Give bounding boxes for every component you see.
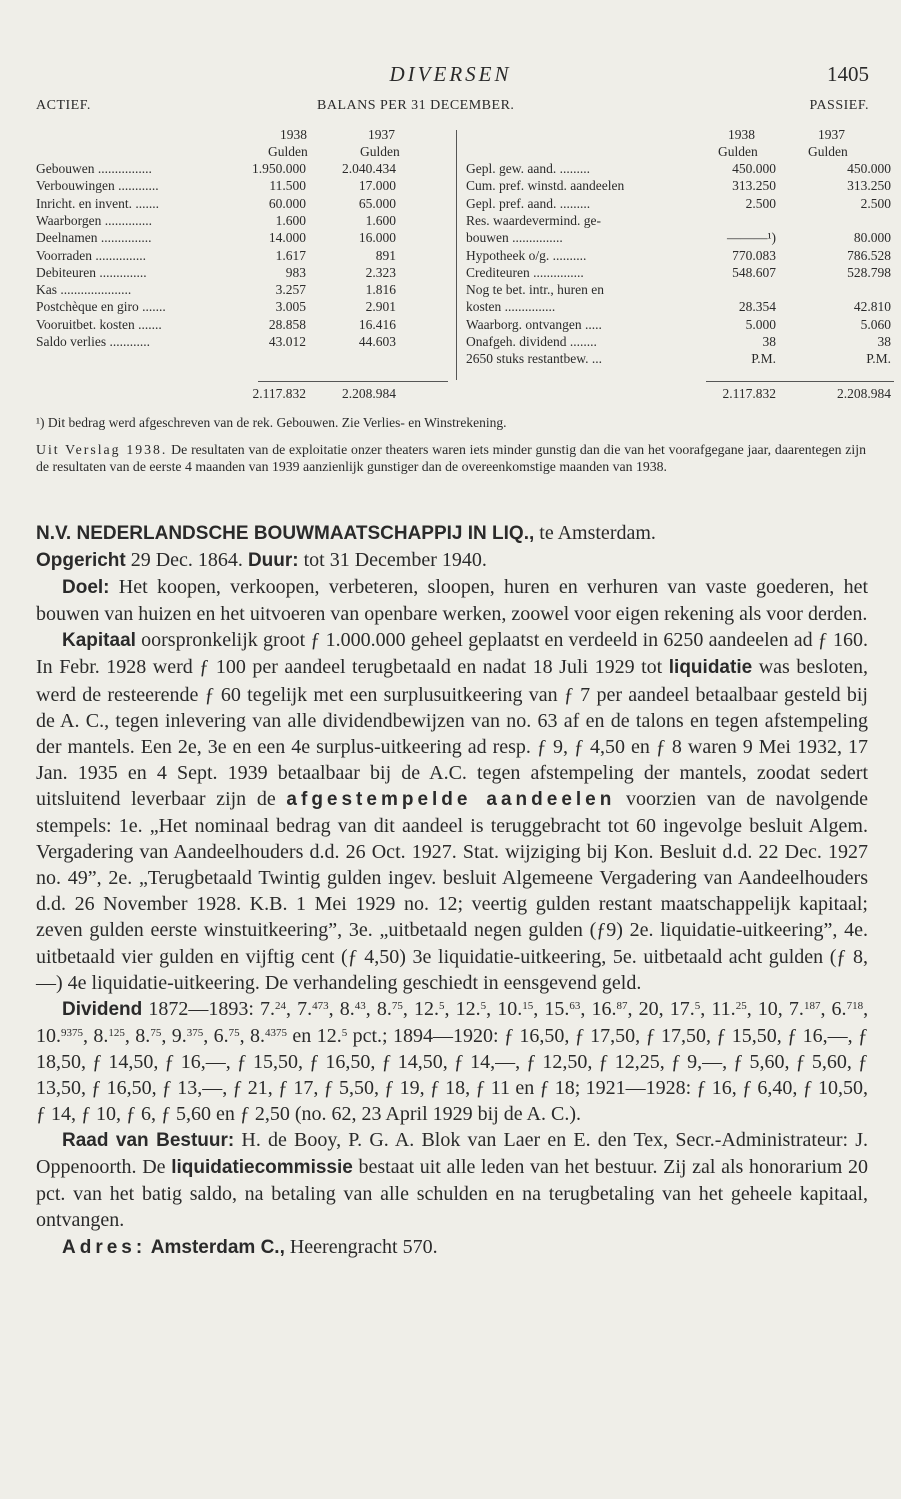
company-location: te Amsterdam. (534, 522, 656, 544)
doel-text: Het koopen, verkoopen, verbeteren, sloopen, huren en verhuren van vaste goederen, het bouwen van huizen en het uitvoeren van openbare werken, zoowel voor eigen rekening als voor derden. (36, 576, 868, 626)
total-assets-1937: 2.208.984 (342, 386, 396, 401)
asset-row-value-1938: 43.012 (268, 334, 306, 349)
asset-row-label: Postchèque en giro ....... (36, 299, 166, 315)
liability-row-value-1937: 80.000 (853, 230, 891, 246)
footnote: ¹) Dit bedrag werd afgeschreven van de rek. Gebouwen. Zie Verlies- en Winstrekening. (36, 415, 507, 430)
liability-row-label: Waarborg. ontvangen ..... (466, 316, 602, 332)
liability-row-value-1937: 2.500 (860, 195, 891, 211)
liability-row-label: Hypotheek o/g. .......... (466, 247, 587, 263)
year-1938-left: 1938 (280, 127, 307, 142)
liquidatiecommissie-label: liquidatiecommissie (171, 1157, 353, 1179)
liability-row-value-1938: 38 (762, 334, 776, 349)
gulden-1937-right: Gulden (808, 144, 848, 159)
founding-line (36, 547, 868, 574)
actief-label: ACTIEF. (36, 98, 91, 113)
opgericht-value: 29 Dec. 1864. (125, 549, 248, 572)
afgestempelde-label: afgestempelde aandeelen (286, 788, 616, 810)
total-rule-left (258, 381, 448, 382)
liability-row-label: 2650 stuks restantbew. ... (466, 351, 602, 367)
asset-row-value-1938: 1.950.000 (252, 161, 306, 176)
liability-row-value-1938: 313.250 (732, 178, 776, 194)
asset-row-value-1938: 11.500 (269, 178, 306, 194)
asset-row-value-1937: 17.000 (358, 178, 396, 194)
year-1937-left: 1937 (368, 127, 395, 142)
year-1938-right: 1938 (728, 127, 755, 142)
duur-label: Duur: (247, 550, 299, 572)
column-divider (456, 130, 457, 380)
liability-row-value-1937: 786.528 (847, 247, 891, 263)
kapitaal-text-1: oorspronkelijk groot ƒ 1.000.000 geheel geplaatst en verdeeld in 6250 aandeelen ad ƒ 160. In Febr. 1928 werd ƒ 100 per aandeel terugbetaald en nadat 18 Juli 1929 tot (36, 629, 868, 679)
asset-row-value-1937: 1.600 (365, 212, 396, 228)
liability-row-value-1937: 313.250 (847, 178, 891, 194)
liability-row-label: kosten ............... (466, 299, 556, 315)
asset-row-value-1938: 3.005 (275, 299, 306, 315)
kapitaal-text-3: voorzien van de navolgende stempels: 1e. „Het nominaal bedrag van dit aandeel is teruggebracht tot 60 ingevolge besluit Algem. Vergadering van Aandeelhouders d.d. 26 Oct. 1927. Stat. wijziging bij Kon. Besluit d.d. 22 Dec. 1927 no. 49”, 2e. „Terugbetaald Twintig gulden ingev. besluit Algemeene Vergadering van Aandeelhouders d.d. 26 November 1928. K.B. 1 Mei 1929 no. 12; veertig gulden restant maatschappelijk kapitaal; zeven gulden eerste winstuitkeering”, 3e. „uitbetaald negen gulden (ƒ9) 2e. liquidatie-uitkeering”, 4e. uitbetaald vier gulden en vijftig cent (ƒ 4,50) 3e liquidatie-uitkeering, 5e. uitbetaald acht gulden (ƒ 8,—) 4e liquidatie-uitkeering. De verhandeling geschiedt in eensgevend geld. (36, 787, 868, 994)
liquidatie-label: liquidatie (668, 657, 753, 679)
gulden-1938-right: Gulden (718, 144, 758, 159)
liability-row-value-1937: 528.798 (847, 264, 891, 280)
asset-row-value-1938: 28.858 (268, 316, 306, 332)
asset-row-label: Verbouwingen ............ (36, 178, 159, 194)
adres-label: Adres: (62, 1236, 147, 1258)
adres-street: Heerengracht 570. (284, 1235, 438, 1258)
asset-row-value-1937: 2.040.434 (342, 161, 396, 176)
raad-label: Raad van Bestuur: (62, 1130, 235, 1152)
company-heading (36, 520, 868, 547)
asset-row-label: Vooruitbet. kosten ....... (36, 316, 162, 332)
asset-row-value-1938: 60.000 (268, 195, 306, 211)
kapitaal-paragraph (36, 627, 868, 995)
asset-row-value-1938: 1.617 (275, 247, 306, 263)
raad-text-2: bestaat uit alle leden van het bestuur. Zij zal als honorarium 20 pct. van het batig saldo, na betaling van alle schulden en na terugbetaling van het geheele kapitaal, ontvangen. (36, 1156, 869, 1232)
liability-row-label: bouwen ............... (466, 230, 563, 246)
liability-row-label: Cum. pref. winstd. aandeelen (466, 178, 625, 194)
liability-row-value-1937: 5.060 (860, 316, 891, 332)
gulden-1938-left: Gulden (268, 144, 308, 159)
liability-row-label: Nog te bet. intr., huren en (466, 282, 604, 298)
asset-row-label: Deelnamen ............... (36, 230, 152, 246)
balance-title: BALANS PER 31 DECEMBER. (317, 98, 515, 113)
liability-row-value-1937: 450.000 (847, 161, 891, 176)
asset-row-label: Inricht. en invent. ....... (36, 195, 159, 211)
asset-row-value-1937: 2.323 (365, 264, 396, 280)
kapitaal-label: Kapitaal (62, 630, 136, 652)
liability-row-value-1938: 2.500 (745, 195, 776, 211)
total-assets-1938: 2.117.832 (252, 386, 306, 401)
doel-label: Doel: (62, 577, 110, 599)
adres-paragraph (36, 1234, 868, 1261)
total-rule-right (706, 381, 894, 382)
liability-row-label: Gepl. pref. aand. ......... (466, 195, 591, 211)
passief-label: PASSIEF. (809, 98, 869, 113)
adres-city: Amsterdam C., (146, 1236, 285, 1258)
dividend-label: Dividend (62, 998, 143, 1020)
asset-row-label: Saldo verlies ............ (36, 334, 150, 349)
raad-paragraph (36, 1127, 868, 1233)
liability-row-label: Res. waardevermind. ge- (466, 212, 601, 228)
asset-row-value-1937: 44.603 (358, 334, 396, 349)
asset-row-value-1937: 16.416 (358, 316, 396, 332)
liability-row-value-1937: P.M. (866, 351, 891, 367)
asset-row-value-1937: 65.000 (358, 195, 396, 211)
liability-row-value-1938: 770.083 (732, 247, 776, 263)
asset-row-value-1938: 3.257 (275, 282, 306, 298)
asset-row-value-1938: 1.600 (275, 212, 306, 228)
asset-row-label: Voorraden ............... (36, 247, 146, 263)
kapitaal-text-2: was besloten, werd de resteerende ƒ 60 tegelijk met een surplusuitkeering van ƒ 7 per aandeel betaalbaar gesteld bij de A. C., tegen inlevering van alle dividendbewijzen van no. 63 af en de talons en tegen afstempeling der mantels. Een 2e, 3e en een 4e surplus-uitkeering ad resp. ƒ 9, ƒ 4,50 en ƒ 8 waren 9 Mei 1932, 17 Jan. 1935 en 4 Sept. 1939 betaalbaar bij de A.C. tegen afstempeling der mantels, zoodat sedert uitsluitend leverbaar zijn de (36, 656, 868, 810)
doel-paragraph (36, 574, 868, 627)
company-entry (36, 520, 868, 1261)
liability-row-value-1938: ———¹) (726, 230, 776, 246)
gulden-1937-left: Gulden (360, 144, 400, 159)
liability-row-value-1937: 42.810 (853, 299, 891, 315)
running-title: DIVERSEN (389, 62, 512, 86)
total-liabilities-1937: 2.208.984 (837, 386, 891, 401)
page-number: 1405 (827, 62, 869, 86)
asset-row-label: Debiteuren .............. (36, 264, 147, 280)
liability-row-value-1937: 38 (877, 334, 891, 349)
uit-verslag-label: Uit Verslag 1938. (36, 442, 168, 457)
liability-row-label: Gepl. gew. aand. ......... (466, 161, 590, 176)
asset-row-value-1938: 983 (285, 264, 306, 280)
dividend-paragraph: Dividend 1872—1893: 7.24, 7.$^{473}$, 8.43, 8.75, 12.$^5$, 12.$^5$, 10.15, 15.63, 16.87, 20, 17.$^5$, 11.25, 10, 7.$^{187}$, 6.$^{718}$, 10.$^{9375}$, 8.$^{125}$, 8.75, 9.$^{375}$, 6.75, 8.$^{4375}$ en 12.$^5$ pct.; 1894—1920: ƒ 16,50, ƒ 17,50, ƒ 17,50, ƒ 15,50, ƒ 16,—, ƒ 18,50, ƒ 14,50, ƒ 16,—, ƒ 15,50, ƒ 16,50, ƒ 14,50, ƒ 14,—, ƒ 12,50, ƒ 12,25, ƒ 9,—, ƒ 5,60, ƒ 5,60, ƒ 13,50, ƒ 16,50, ƒ 13,—, ƒ 21, ƒ 17, ƒ 5,50, ƒ 19, ƒ 18, ƒ 11 en ƒ 18; 1921—1928: ƒ 16, ƒ 6,40, ƒ 10,50, ƒ 14, ƒ 10, ƒ 6, ƒ 5,60 en ƒ 2,50 (no. 62, 23 April 1929 bij de A. C.). (36, 997, 869, 1126)
opgericht-label: Opgericht (36, 550, 126, 572)
total-liabilities-1938: 2.117.832 (722, 386, 776, 401)
asset-row-label: Gebouwen ................ (36, 161, 152, 176)
liability-row-value-1938: 450.000 (732, 161, 776, 176)
liability-row-value-1938: 548.607 (732, 264, 776, 280)
liability-row-value-1938: P.M. (751, 351, 776, 367)
asset-row-value-1937: 2.901 (365, 299, 396, 315)
liability-row-value-1938: 5.000 (745, 316, 776, 332)
duur-value: tot 31 December 1940. (298, 549, 487, 572)
liability-row-label: Crediteuren ............... (466, 264, 584, 280)
asset-row-label: Waarborgen .............. (36, 212, 153, 228)
raad-text-1: H. de Booy, P. G. A. Blok van Laer en E. den Tex, Secr.-Administrateur: J. Oppenoorth. De (36, 1129, 869, 1179)
uit-verslag (36, 442, 866, 475)
year-1937-right: 1937 (818, 127, 845, 142)
company-name: N.V. NEDERLANDSCHE BOUWMAATSCHAPPIJ IN LIQ., (36, 523, 535, 544)
liability-row-label: Onafgeh. dividend ........ (466, 334, 597, 349)
liability-row-value-1938: 28.354 (738, 299, 776, 315)
dividend-text-2: pct.; 1894—1920: ƒ 16,50, ƒ 17,50, ƒ 17,50, ƒ 15,50, ƒ 16,—, ƒ 18,50, ƒ 14,50, ƒ 16,—, ƒ 15,50, ƒ 16,50, ƒ 14,50, ƒ 14,—, ƒ 12,50, ƒ 12,25, ƒ 9,—, ƒ 5,60, ƒ 5,60, ƒ 13,50, ƒ 16,50, ƒ 13,—, ƒ 21, ƒ 17, ƒ 5,50, ƒ 19, ƒ 18, ƒ 11 en ƒ 18; 1921—1928: ƒ 16, ƒ 6,40, ƒ 10,50, ƒ 14, ƒ 10, ƒ 6, ƒ 5,60 en ƒ 2,50 (no. 62, 23 April 1929 bij de A. C.). (36, 1024, 869, 1126)
asset-row-value-1937: 1.816 (365, 282, 396, 298)
asset-row-value-1938: 14.000 (268, 230, 306, 246)
asset-row-value-1937: 16.000 (358, 230, 396, 246)
asset-row-label: Kas ..................... (36, 282, 132, 298)
asset-row-value-1937: 891 (375, 247, 396, 263)
uit-verslag-text: De resultaten van de exploitatie onzer theaters waren iets minder gunstig dan die van het voorafgegane jaar, daarentegen zijn de resultaten van de eerste 4 maanden van 1939 aanzienlijk gunstiger dan de overeenkomstige maanden van 1938. (36, 442, 866, 474)
